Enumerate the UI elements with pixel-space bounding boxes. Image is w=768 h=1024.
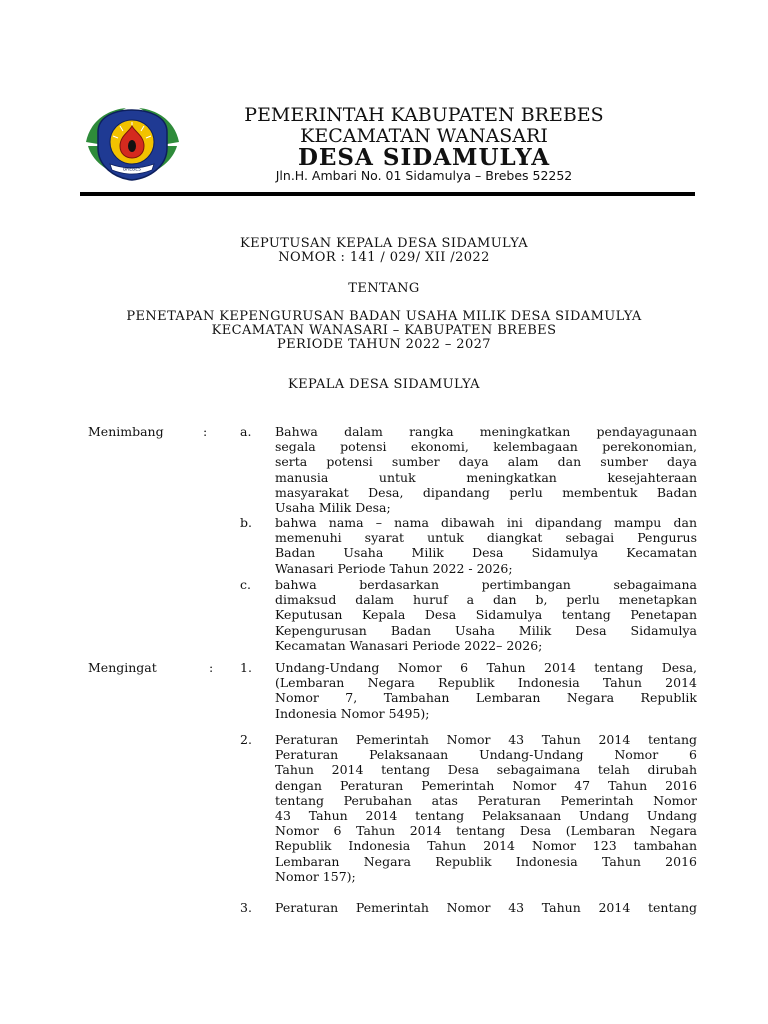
item-mark: 2.	[240, 732, 252, 747]
decree-about: TENTANG	[348, 281, 420, 296]
section-label-menimbang: Menimbang	[88, 424, 164, 439]
consideration-a: Bahwa dalam rangka meningkatkan pendayagunaan segala potensi ekonomi, kelembagaan perekonomian, serta potensi sumber daya alam dan sumber daya manusia untuk meningkatkan kesejahteraan masyarakat Desa, dipandang perlu membentuk Badan Usaha Milik Desa;	[275, 424, 697, 515]
decree-issuer: KEPALA DESA SIDAMULYA	[288, 377, 480, 392]
item-mark: c.	[240, 577, 251, 592]
item-mark: 3.	[240, 900, 252, 915]
header-regency: PEMERINTAH KABUPATEN BREBES	[244, 104, 604, 126]
legal-basis-2: Peraturan Pemerintah Nomor 43 Tahun 2014 tentang Peraturan Pelaksanaan Undang-Undang Nomor 6 Tahun 2014 tentang Desa sebagaimana telah dirubah dengan Peraturan Pemerintah Nomor 47 Tahun 2016 tentang Perubahan atas Peraturan Pemerintah Nomor 43 Tahun 2014 tentang Pelaksanaan Undang Undang Nomor 6 Tahun 2014 tentang Desa (Lembaran Negara Republik Indonesia Tahun 2014 Nomor 123 tambahan Lembaran Negara Republik Indonesia Tahun 2016 Nomor 157);	[275, 732, 697, 884]
section-label-mengingat: Mengingat	[88, 660, 157, 675]
decree-subject-line-1: PENETAPAN KEPENGURUSAN BADAN USAHA MILIK DESA SIDAMULYA	[126, 309, 642, 324]
legal-basis-3: Peraturan Pemerintah Nomor 43 Tahun 2014 tentang	[275, 900, 697, 915]
decree-subject-line-3: PERIODE TAHUN 2022 – 2027	[277, 337, 491, 352]
consideration-b: bahwa nama – nama dibawah ini dipandang mampu dan memenuhi syarat untuk diangkat sebagai Pengurus Badan Usaha Milik Desa Sidamulya Kecamatan Wanasari Periode Tahun 2022 - 2026;	[275, 515, 697, 576]
section-colon-menimbang: :	[203, 424, 208, 439]
header-divider	[80, 192, 695, 196]
decree-number: NOMOR : 141 / 029/ XII /2022	[278, 250, 490, 265]
header-address: Jln.H. Ambari No. 01 Sidamulya – Brebes 52252	[275, 168, 573, 183]
legal-basis-1: Undang-Undang Nomor 6 Tahun 2014 tentang Desa, (Lembaran Negara Republik Indonesia Tahun 2014 Nomor 7, Tambahan Lembaran Negara Republik Indonesia Nomor 5495);	[275, 660, 697, 721]
consideration-c: bahwa berdasarkan pertimbangan sebagaimana dimaksud dalam huruf a dan b, perlu menetapkan Keputusan Kepala Desa Sidamulya tentang Penetapan Kepengurusan Badan Usaha Milik Desa Sidamulya Kecamatan Wanasari Periode 2022– 2026;	[275, 577, 697, 653]
item-mark: b.	[240, 515, 252, 530]
header-village: DESA SIDAMULYA	[297, 144, 551, 171]
logo-ribbon-text: BREBES	[123, 167, 141, 173]
decree-subject-line-2: KECAMATAN WANASARI – KABUPATEN BREBES	[211, 323, 557, 338]
header-district: KECAMATAN WANASARI	[300, 125, 548, 147]
item-mark: 1.	[240, 660, 252, 675]
item-mark: a.	[240, 424, 252, 439]
section-colon-mengingat: :	[209, 660, 214, 675]
decree-title: KEPUTUSAN KEPALA DESA SIDAMULYA	[239, 236, 529, 251]
